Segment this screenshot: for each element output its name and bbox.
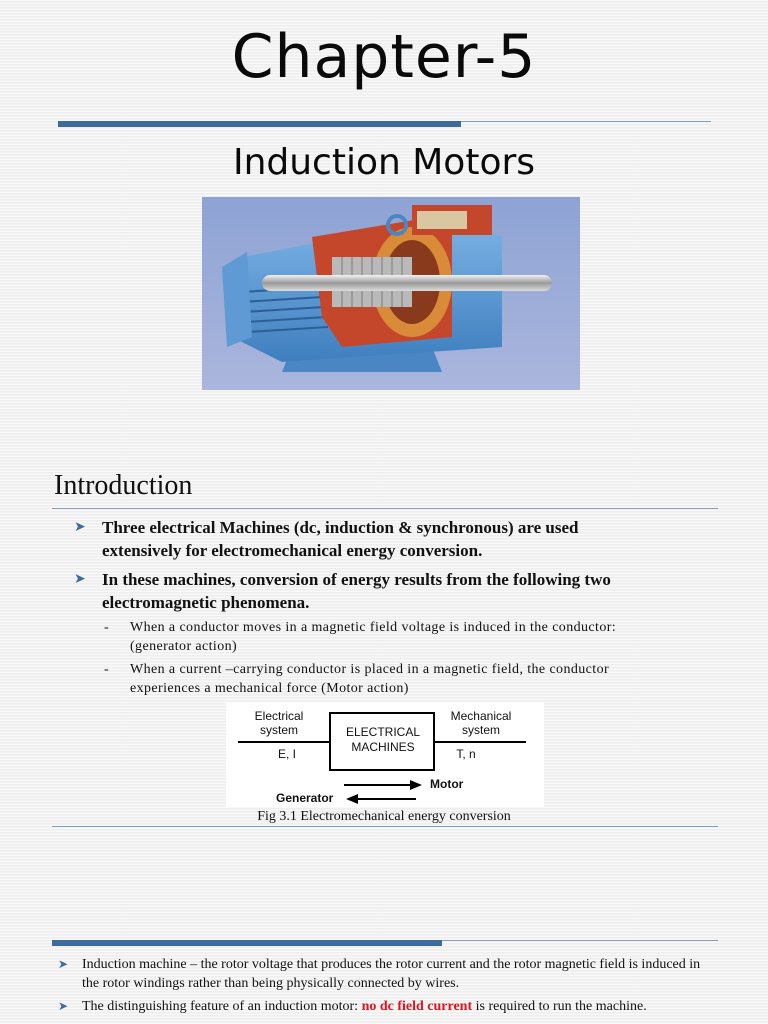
- arrow-bullet-icon: ➤: [58, 957, 69, 971]
- sub-bullet-text: When a conductor moves in a magnetic field voltage is induced in the conductor: (generator action): [130, 620, 617, 654]
- bullet-item: [74, 568, 674, 614]
- sub-bullet-item: [104, 660, 664, 698]
- page-subtitle: Induction Motors: [232, 142, 536, 183]
- arrow-bullet-icon: ➤: [58, 999, 69, 1013]
- bottom-bullet-text-end: is required to run the machine.: [472, 999, 647, 1014]
- sub-bullet-text: When a current –carrying conductor is placed in a magnetic field, the conductor experiences a mechanical force (Motor action): [130, 662, 610, 696]
- arrow-bullet-icon: ➤: [74, 520, 86, 535]
- bottom-bullet-item: [58, 997, 718, 1024]
- diagram-electrical-vars: E, I: [277, 747, 296, 761]
- bottom-bullet-item: [58, 955, 718, 993]
- caption-rule: [52, 826, 718, 827]
- bottom-bullet-text: [82, 997, 714, 1016]
- title-rule-thin: [461, 121, 711, 122]
- diagram-mechanical-vars: T, n: [456, 747, 476, 761]
- page-title: Chapter-5: [231, 22, 537, 92]
- figure-caption: Fig 3.1 Electromechanical energy conversion: [257, 809, 511, 824]
- diagram-electrical-label-2: system: [259, 723, 298, 737]
- bullet-text: Three electrical Machines (dc, induction & synchronous) are used extensively for electromechanical energy conversion.: [102, 518, 579, 560]
- diagram-box-label-2: MACHINES: [351, 740, 415, 754]
- arrow-bullet-icon: ➤: [74, 572, 86, 587]
- bottom-rule-thin: [442, 940, 718, 941]
- diagram-motor-label: Motor: [430, 777, 464, 791]
- bottom-bullet-text: Induction machine – the rotor voltage that produces the rotor current and the rotor magnetic field is induced in the rotor windings rather than being physically connected by wires.: [82, 957, 701, 991]
- diagram-box-label: ELECTRICAL: [345, 725, 421, 739]
- sub-bullet-marker: -: [104, 662, 109, 677]
- bottom-bullet-text-start: The distinguishing feature of an induction motor:: [82, 999, 362, 1014]
- energy-conversion-diagram: [226, 703, 544, 807]
- bullet-item: [74, 516, 674, 562]
- title-rule-thick: [58, 121, 461, 127]
- sub-bullet-item: [104, 618, 664, 656]
- bottom-rule-thick: [52, 940, 442, 946]
- diagram-mechanical-label: Mechanical: [450, 709, 512, 723]
- diagram-mechanical-label-2: system: [461, 723, 500, 737]
- diagram-generator-label: Generator: [276, 791, 334, 805]
- heading-rule: [52, 508, 718, 509]
- bullet-text: In these machines, conversion of energy results from the following two electromagnetic phenomena.: [102, 570, 611, 612]
- diagram-electrical-label: Electrical: [254, 709, 304, 723]
- section-heading: Introduction: [54, 470, 193, 501]
- highlight-text: no dc field current: [361, 999, 473, 1014]
- induction-motor-image: [202, 197, 580, 390]
- sub-bullet-marker: -: [104, 620, 109, 635]
